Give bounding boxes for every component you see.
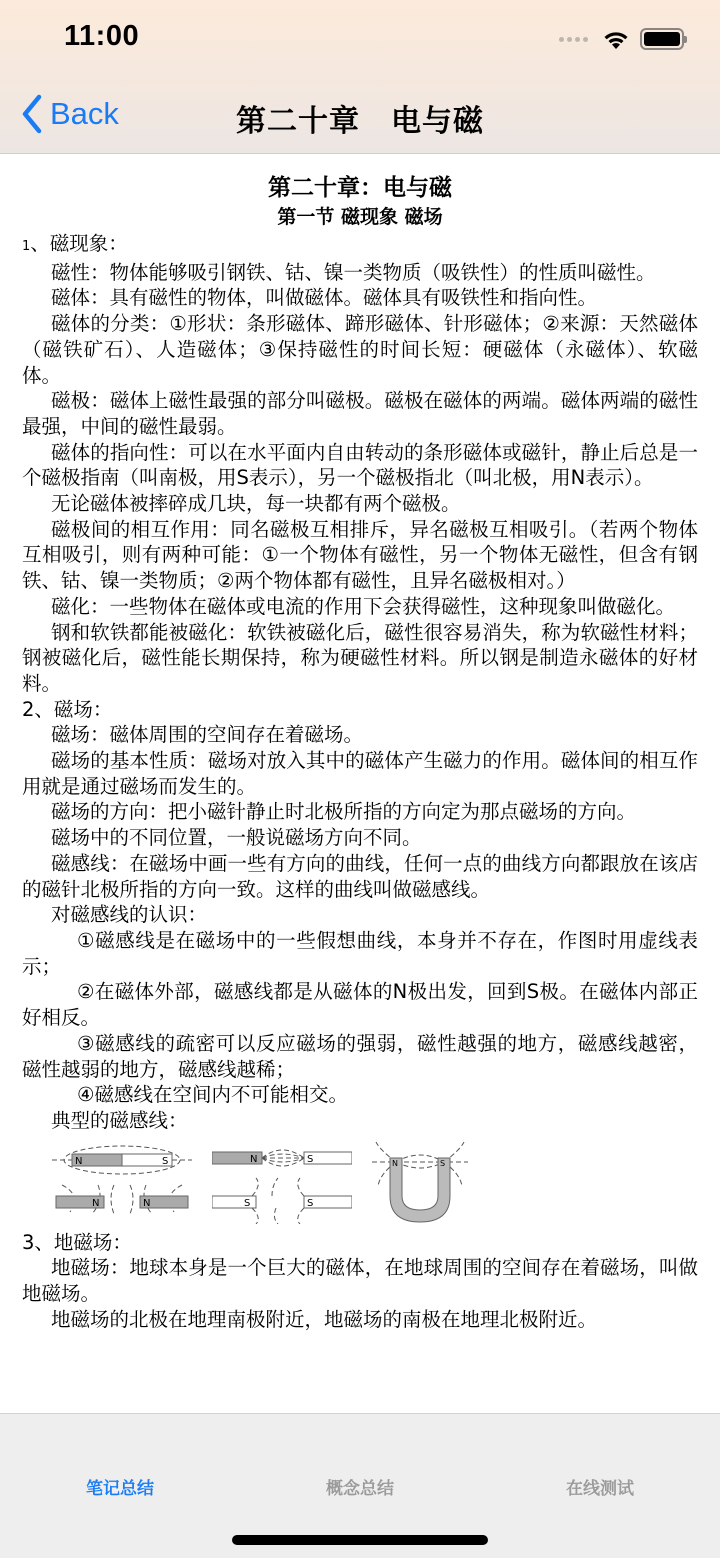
document-title: 第二十章：电与磁 [268,175,452,201]
cellular-signal-icon [559,37,588,42]
paragraph: 地磁场：地球本身是一个巨大的磁体，在地球周围的空间存在着磁场，叫做地磁场。 [22,1256,698,1306]
svg-text:N: N [92,1197,100,1209]
tab-online-test[interactable]: 在线测试 [566,1479,634,1499]
svg-text:S: S [307,1153,314,1165]
paragraph: 磁场的方向：把小磁针静止时北极所指的方向定为那点磁场的方向。 [51,800,637,824]
svg-text:S: S [244,1197,251,1209]
paragraph: 磁性：物体能够吸引钢铁、钴、镍一类物质（吸铁性）的性质叫磁性。 [51,260,656,284]
page-title: 第二十章 电与磁 [236,104,484,139]
status-time: 11:00 [64,20,140,52]
diagram-label: 典型的磁感线： [51,1108,188,1132]
list-item: ③磁感线的疏密可以反应磁场的强弱，磁性越强的地方，磁感线越密，磁性越弱的地方，磁感线越稀； [22,1031,698,1081]
section-heading: 3、地磁场： [22,1230,132,1254]
svg-text:S: S [162,1155,169,1167]
back-label: Back [50,96,119,131]
paragraph: 对磁感线的认识： [51,903,208,927]
paragraph: 磁感线：在磁场中画一些有方向的曲线，任何一点的曲线方向都跟放在该店的磁针北极所指的方向一致。这样的曲线叫做磁感线。 [22,851,698,901]
paragraph: 磁场的基本性质：磁场对放入其中的磁体产生磁力的作用。磁体间的相互作用就是通过磁场而发生的。 [22,749,698,798]
paragraph: 无论磁体被摔碎成几块，每一块都有两个磁极。 [51,492,461,516]
paragraph: 钢和软铁都能被磁化：软铁被磁化后，磁性很容易消失，称为软磁性材料；钢被磁化后，磁性能长期保持，称为硬磁性材料。所以钢是制造永磁体的好材料。 [22,620,698,695]
paragraph: 磁场中的不同位置，一般说磁场方向不同。 [51,826,422,850]
paragraph: 地磁场的北极在地理南极附近，地磁场的南极在地理北极附近。 [51,1307,598,1331]
paragraph: 磁体：具有磁性的物体，叫做磁体。磁体具有吸铁性和指向性。 [51,286,598,310]
svg-text:S: S [307,1197,314,1209]
document-scroll-view[interactable] [0,155,720,1412]
status-icons [559,26,684,52]
battery-icon [640,28,684,50]
paragraph: 磁体的分类：①形状：条形磁体、蹄形磁体、针形磁体；②来源：天然磁体（磁铁矿石）、人造磁体；③保持磁性的时间长短：硬磁体（永磁体）、软磁体。 [22,312,698,387]
paragraph: 磁场：磁体周围的空间存在着磁场。 [51,723,364,747]
two-magnets-field-figure [212,1140,352,1224]
svg-text:N: N [392,1158,398,1168]
svg-text:S: S [440,1158,446,1168]
svg-text:N: N [143,1197,151,1209]
section-heading: 2、磁场： [22,697,113,721]
document-subtitle: 第一节 磁现象 磁场 [277,206,443,228]
svg-text:N: N [250,1153,258,1165]
list-item: ②在磁体外部，磁感线都是从磁体的N极出发，回到S极。在磁体内部正好相反。 [22,980,698,1030]
tab-notes-summary[interactable]: 笔记总结 [86,1479,154,1499]
horseshoe-magnet-field-figure [372,1140,468,1224]
tab-concept-summary[interactable]: 概念总结 [326,1479,394,1499]
bar-magnet-field-figure [52,1140,192,1224]
navigation-header [0,0,720,154]
section-heading: 1、磁现象： [22,232,128,255]
paragraph: 磁极：磁体上磁性最强的部分叫磁极。磁极在磁体的两端。磁体两端的磁性最强，中间的磁性最弱。 [22,389,698,438]
svg-text:N: N [75,1155,83,1167]
home-indicator[interactable] [232,1535,488,1545]
paragraph: 磁化：一些物体在磁体或电流的作用下会获得磁性，这种现象叫做磁化。 [51,594,676,618]
magnetic-field-lines-diagram [52,1138,698,1226]
paragraph: 磁体的指向性：可以在水平面内自由转动的条形磁体或磁针，静止后总是一个磁极指南（叫南极，用S表示），另一个磁极指北（叫北极，用N表示）。 [22,440,698,490]
wifi-icon [602,28,630,50]
list-item: ①磁感线是在磁场中的一些假想曲线，本身并不存在，作图时用虚线表示； [22,928,698,978]
paragraph: 磁极间的相互作用：同名磁极互相排斥，异名磁极互相吸引。（若两个物体互相吸引，则有两种可能：①一个物体有磁性，另一个物体无磁性，但含有钢铁、钴、镍一类物质；②两个物体都有磁性，且异名磁极相对。） [22,517,698,593]
list-item: ④磁感线在空间内不可能相交。 [77,1083,348,1107]
